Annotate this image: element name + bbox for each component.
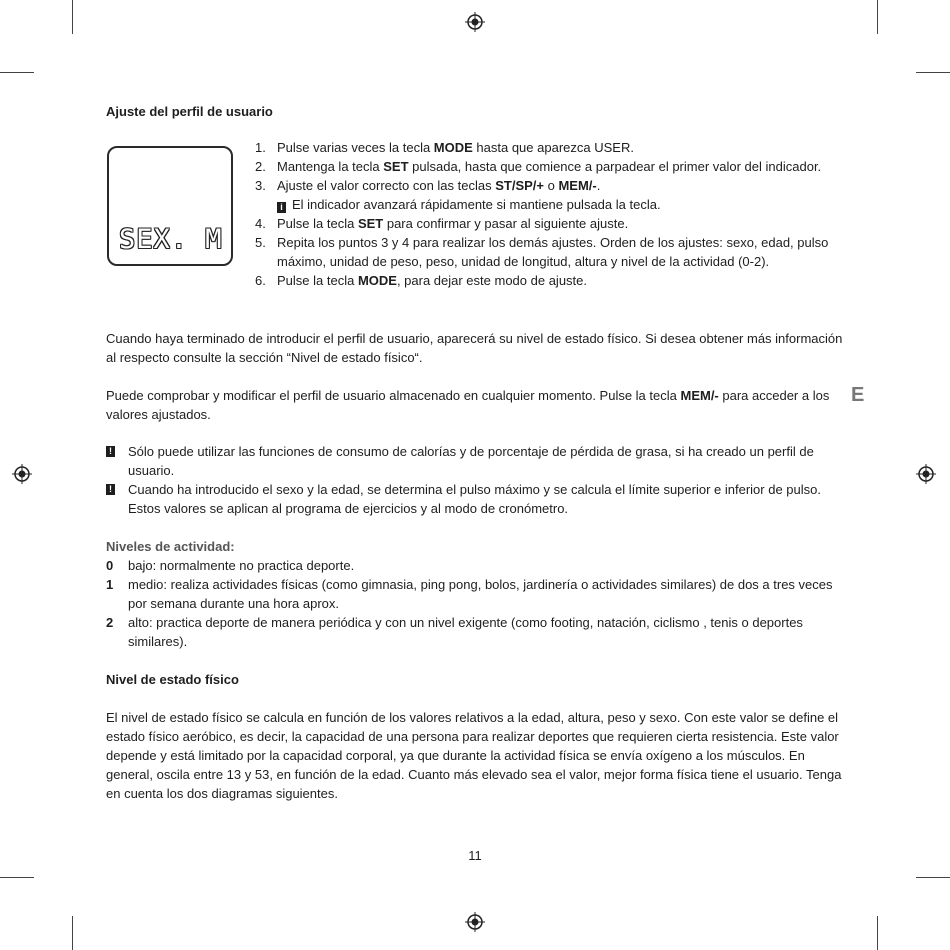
crop-mark [0, 877, 34, 878]
warning-list [106, 442, 846, 518]
warning-icon: ! [106, 446, 115, 457]
step-number: 5. [255, 235, 266, 250]
step-number: 6. [255, 273, 266, 288]
key-name: SET [383, 159, 409, 174]
activity-heading: Niveles de actividad: [106, 539, 235, 554]
step-text: pulsada, hasta que comience a parpadear el primer valor del indicador. [408, 159, 822, 174]
step-number: 4. [255, 216, 266, 231]
key-name: SET [357, 216, 384, 231]
crop-mark [72, 0, 73, 34]
step-text: . [596, 178, 601, 193]
step-text: para confirmar y pasar al siguiente ajuste. [383, 216, 629, 231]
section-heading: Ajuste del perfil de usuario [106, 104, 273, 119]
paragraph: Cuando haya terminado de introducir el perfil de usuario, aparecerá su nivel de estado físico. Si desea obtener más información al respecto consulte la sección “Nivel de estado físico“. [106, 331, 843, 365]
steps-list [255, 138, 855, 290]
level-text: medio: realiza actividades físicas (como gimnasia, ping pong, bolos, jardinería o actividades similares) de dos a tres veces por semana durante una hora aprox. [128, 577, 833, 611]
level-text: alto: practica deporte de manera periódica y con un nivel exigente (como footing, natación, ciclismo , tenis o deportes similares). [128, 615, 803, 649]
list-item [106, 575, 846, 613]
list-item [255, 233, 855, 271]
level-number: 1 [106, 577, 114, 592]
crop-mark [0, 72, 34, 73]
warning-text: Cuando ha introducido el sexo y la edad, se determina el pulso máximo y se calcula el límite superior e inferior de pulso. Estos valores se aplican al programa de ejercicios y al modo de cronómetro. [128, 482, 821, 516]
step-number: 3. [255, 178, 266, 193]
crop-mark [877, 916, 878, 950]
list-item [106, 613, 846, 651]
list-item [255, 176, 855, 195]
note-text: El indicador avanzará rápidamente si mantiene pulsada la tecla. [292, 197, 661, 212]
lcd-display [107, 146, 233, 266]
crop-mark [916, 72, 950, 73]
lcd-display-text: SEX. M [119, 224, 223, 255]
step-text: Mantenga la tecla [277, 159, 384, 174]
key-name: MODE [357, 273, 397, 288]
step-text: Pulse la tecla [277, 216, 358, 231]
list-item [255, 214, 855, 233]
step-text: Pulse la tecla [277, 273, 358, 288]
registration-mark-icon [465, 12, 485, 32]
paragraph: El nivel de estado físico se calcula en función de los valores relativos a la edad, altura, peso y sexo. Con este valor se define el estado físico aeróbico, es decir, la capacidad de una persona para realizar deportes que requieren cierta resistencia. Este valor depende y está limitado por la capacidad corporal, ya que durante la actividad física se envía oxígeno a los músculos. En general, oscila entre 13 y 53, en función de la edad. Cuanto más elevado sea el valor, mejor forma física tiene el usuario. Tenga en cuenta los dos diagramas siguientes. [106, 710, 842, 801]
registration-mark-icon [12, 464, 32, 484]
list-item [255, 138, 855, 157]
warning-text: Sólo puede utilizar las funciones de consumo de calorías y de porcentaje de pérdida de grasa, si ha creado un perfil de usuario. [128, 444, 814, 478]
step-text: Ajuste el valor correcto con las teclas [277, 178, 496, 193]
level-text: bajo: normalmente no practica deporte. [128, 558, 355, 573]
list-item [255, 271, 855, 290]
step-number: 2. [255, 159, 266, 174]
key-name: MEM/- [558, 178, 597, 193]
page-number: 11 [468, 848, 482, 863]
paragraph-text: para acceder a los valores ajustados. [106, 388, 830, 422]
paragraph [106, 386, 842, 424]
activity-levels-list [106, 556, 846, 651]
step-text: hasta que aparezca USER. [472, 140, 634, 155]
crop-mark [916, 877, 950, 878]
step-text: , para dejar este modo de ajuste. [396, 273, 587, 288]
key-name: MODE [433, 140, 473, 155]
step-text: Repita los puntos 3 y 4 para realizar los demás ajustes. Orden de los ajustes: sexo, edad, pulso máximo, unidad de peso, peso, unidad de longitud, altura y nivel de la actividad (0-2). [277, 235, 829, 269]
paragraph-text: Puede comprobar y modificar el perfil de usuario almacenado en cualquier momento. Pulse la tecla [106, 388, 681, 403]
level-number: 2 [106, 615, 114, 630]
registration-mark-icon [916, 464, 936, 484]
step-text: Pulse varias veces la tecla [277, 140, 434, 155]
language-tab: E [851, 384, 865, 406]
warning-icon: ! [106, 484, 115, 495]
step-text: o [544, 178, 559, 193]
registration-mark-icon [465, 912, 485, 932]
crop-mark [877, 0, 878, 34]
warning-item [106, 480, 846, 518]
note-item [255, 195, 855, 214]
list-item [106, 556, 846, 575]
key-name: MEM/- [680, 388, 719, 403]
step-number: 1. [255, 140, 266, 155]
warning-item [106, 442, 846, 480]
crop-mark [72, 916, 73, 950]
key-name: ST/SP/+ [495, 178, 544, 193]
fitness-heading: Nivel de estado físico [106, 672, 239, 687]
list-item [255, 157, 855, 176]
level-number: 0 [106, 558, 114, 573]
info-icon: i [277, 202, 286, 213]
